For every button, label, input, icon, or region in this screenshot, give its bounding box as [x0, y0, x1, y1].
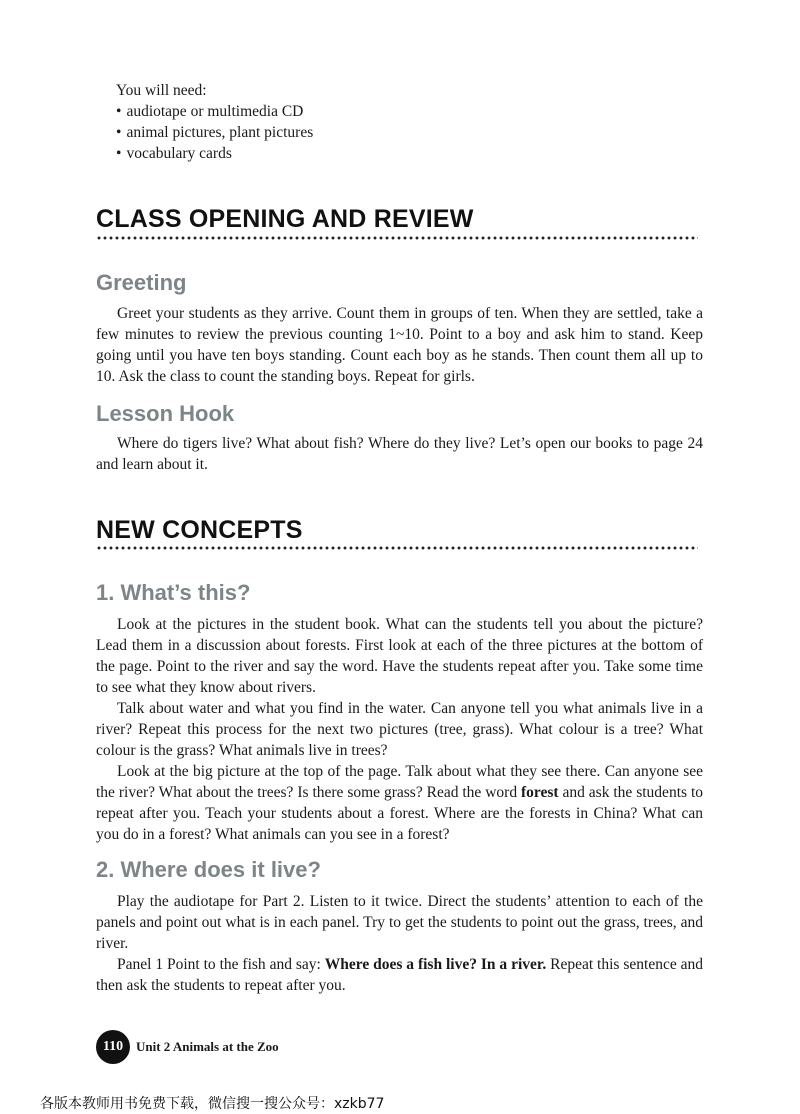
keyword-forest: forest — [521, 784, 559, 801]
section-title-new-concepts: NEW CONCEPTS — [96, 516, 303, 544]
whats-this-paragraph-1: Look at the pictures in the student book. What can the students tell you about the picture? Lead them in a discussion about forests. First look at each of the three pictures at the bottom of the page. Point to the river and say the word. Have the students repeat after you. Take some time to see what they know about rivers. — [96, 616, 703, 696]
where-does-it-live-paragraph-2: Panel 1 Point to the fish and say: Where does a fish live? In a river. Repeat this sentence and then ask the students to repeat after you. — [96, 956, 703, 994]
dotted-divider — [96, 546, 698, 550]
dotted-divider — [96, 236, 698, 240]
materials-heading: You will need: — [116, 82, 207, 99]
subheading-greeting: Greeting — [96, 270, 187, 295]
materials-item: • animal pictures, plant pictures — [116, 122, 313, 143]
watermark-text: 各版本教师用书免费下载，微信搜一搜公众号：xzkb77 — [40, 1096, 385, 1112]
example-sentence: Where does a fish live? In a river. — [324, 956, 547, 973]
whats-this-paragraph-3: Look at the big picture at the top of the page. Talk about what they see there. Can anyone see the river? What about the trees? Is there some grass? Read the word forest and ask the students to repeat after you. Teach your students about a forest. Where are the forests in China? What can you do in a forest? What animals can you see in a forest? — [96, 763, 703, 843]
greeting-paragraph: Greet your students as they arrive. Count them in groups of ten. When they are settled, take a few minutes to review the previous counting 1~10. Point to a boy and ask him to stand. Keep going until you have ten boys standing. Count each boy as he stands. Then count them all up to 10. Ask the class to count the standing boys. Repeat for girls. — [96, 305, 703, 385]
materials-list — [116, 80, 313, 164]
whats-this-paragraphs — [96, 614, 703, 845]
where-does-it-live-paragraph-1: Play the audiotape for Part 2. Listen to it twice. Direct the students’ attention to each of the panels and point out what is in each panel. Try to get the students to point out the grass, trees, and river. — [96, 893, 703, 952]
running-footer-unit: Unit 2 Animals at the Zoo — [136, 1039, 279, 1054]
subheading-whats-this: 1. What’s this? — [96, 580, 251, 605]
section-title-class-opening: CLASS OPENING AND REVIEW — [96, 205, 474, 233]
subheading-where-does-it-live: 2. Where does it live? — [96, 857, 321, 882]
lesson-hook-paragraph: Where do tigers live? What about fish? Where do they live? Let’s open our books to page 24 and learn about it. — [96, 435, 703, 473]
where-does-it-live-paragraphs — [96, 891, 703, 996]
page-number-badge: 110 — [96, 1030, 130, 1064]
materials-item: • audiotape or multimedia CD — [116, 101, 313, 122]
materials-item: • vocabulary cards — [116, 143, 313, 164]
subheading-lesson-hook: Lesson Hook — [96, 401, 235, 426]
whats-this-paragraph-2: Talk about water and what you find in the water. Can anyone tell you what animals live in a river? Repeat this process for the next two pictures (tree, grass). What colour is a tree? What colour is the grass? What animals live in trees? — [96, 700, 703, 759]
